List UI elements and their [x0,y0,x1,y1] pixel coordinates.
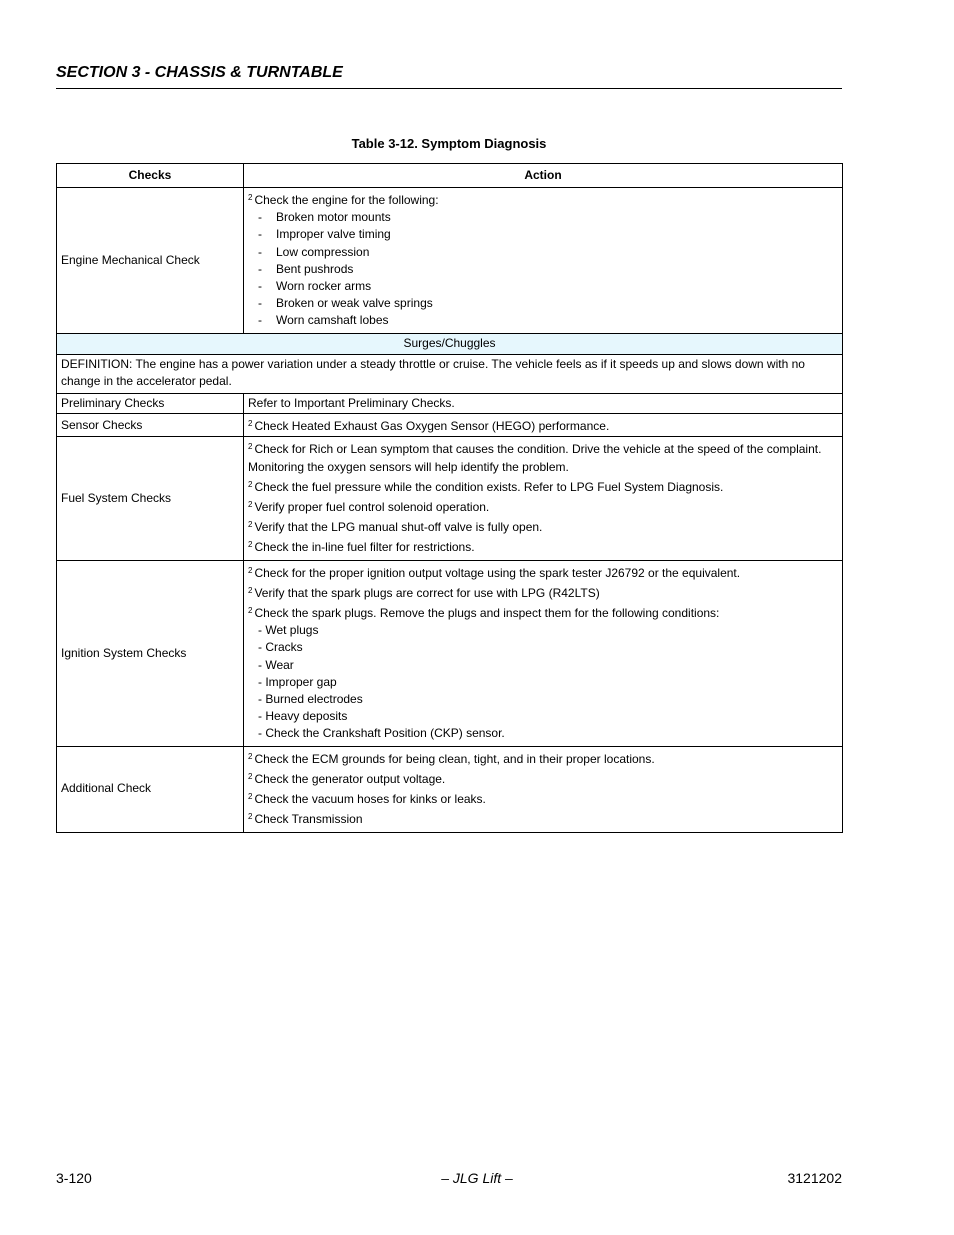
check-name: Preliminary Checks [57,394,244,414]
list-item: - Cracks [258,640,303,655]
list-item: - Wear [258,657,294,672]
section-header: SECTION 3 - CHASSIS & TURNTABLE [56,64,842,89]
action-line: $^2$ Check for Rich or Lean symptom that causes the condition. Drive the vehicle at the speed of the complaint. Monitoring the oxygen sensors will help identify the problem. [248,442,822,474]
check-action [244,746,843,832]
marker: 2 [248,419,253,429]
symptom-diagnosis-table [56,163,843,833]
check-action: Refer to Important Preliminary Checks. [244,394,843,414]
action-line: $^2$ Check the engine for the following: [248,193,439,207]
list-item: - Improper valve timing [258,227,391,242]
check-name: Fuel System Checks [57,437,244,560]
document-number: 3121202 [787,1170,842,1186]
column-header-action: Action [244,164,843,188]
table-title: Table 3-12. Symptom Diagnosis [351,136,547,151]
check-name: Sensor Checks [57,414,244,437]
table-row [57,437,843,560]
table-row [57,394,843,414]
check-action [244,560,843,746]
table-row [57,188,843,334]
table-row [57,560,843,746]
table-header-row [57,164,843,188]
list-item: - Broken motor mounts [258,210,391,225]
check-name: Additional Check [57,746,244,832]
list-item: - Worn rocker arms [258,279,372,294]
action-line: $^2$ Check the fuel pressure while the condition exists. Refer to LPG Fuel System Diagnosis. [248,479,724,494]
check-action [244,188,843,334]
page-number: 3-120 [56,1170,92,1186]
list-item: - Heavy deposits [258,709,348,724]
definition-row [57,354,843,393]
action-line: $^2$ Verify that the spark plugs are correct for use with LPG (R42LTS) [248,585,600,600]
table-row [57,414,843,437]
action-line: $^2$ Verify that the LPG manual shut-off valve is fully open. [248,520,543,535]
action-line: $^2$ Check the in-line fuel filter for restrictions. [248,540,475,555]
list-item: - Wet plugs [258,623,319,638]
check-name: Ignition System Checks [57,560,244,746]
check-action: $^2$ Check Heated Exhaust Gas Oxygen Sensor (HEGO) performance. [244,414,843,437]
check-action [244,437,843,560]
list-item: - Low compression [258,244,370,259]
check-name: Engine Mechanical Check [57,188,244,334]
action-line: $^2$ Check the generator output voltage. [248,771,446,786]
symptom-title: Surges/Chuggles [57,333,843,354]
list-item: - Broken or weak valve springs [258,296,433,311]
table-row [57,746,843,832]
action-line: $^2$ Check the vacuum hoses for kinks or leaks. [248,792,486,807]
symptom-definition: DEFINITION: The engine has a power variation under a steady throttle or cruise. The vehicle feels as if it speeds up and slows down with no change in the accelerator pedal. [57,354,843,393]
footer-brand: – JLG Lift – [441,1170,513,1186]
list-item: - Burned electrodes [258,692,363,707]
action-line: $^2$ Verify proper fuel control solenoid operation. [248,500,490,515]
list-item: - Worn camshaft lobes [258,313,389,328]
list-item: - Improper gap [258,674,337,689]
action-line: $^2$ Check for the proper ignition output voltage using the spark tester J26792 or the equivalent. [248,565,741,580]
marker: 2 [248,193,253,202]
action-line: $^2$ Check Transmission [248,812,363,827]
action-line: $^2$ Check the spark plugs. Remove the plugs and inspect them for the following conditions: [248,606,720,621]
action-line: $^2$ Check the ECM grounds for being clean, tight, and in their proper locations. [248,751,655,766]
list-item: - Check the Crankshaft Position (CKP) sensor. [258,726,505,741]
column-header-checks: Checks [57,164,244,188]
list-item: - Bent pushrods [258,261,354,276]
symptom-banner-row [57,333,843,354]
